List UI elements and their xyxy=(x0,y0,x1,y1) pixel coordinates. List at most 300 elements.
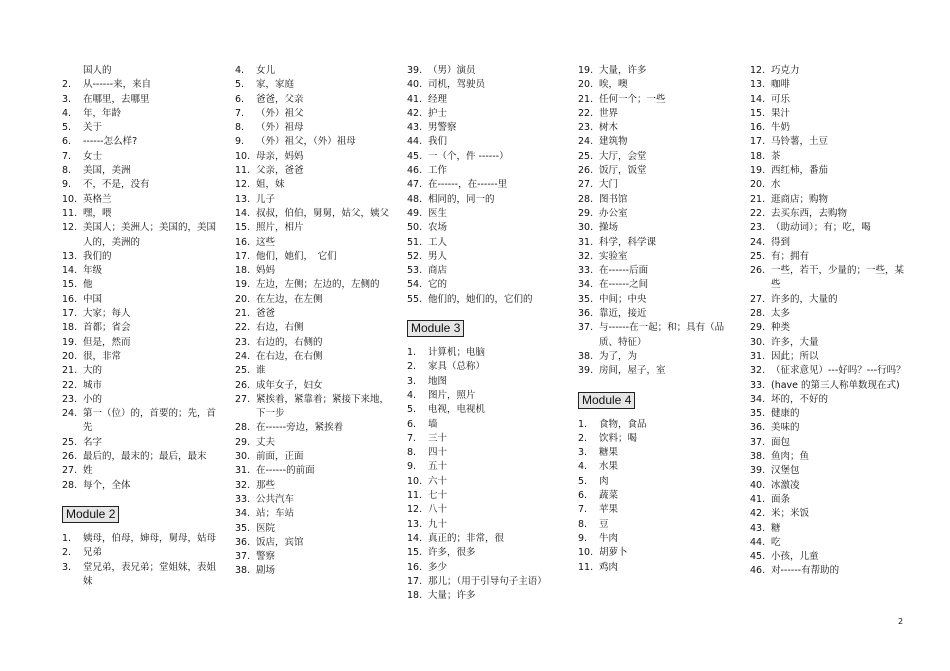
item-number: 8. xyxy=(407,447,417,459)
item-text: 从------来，来自 xyxy=(83,79,152,91)
vocab-item xyxy=(750,250,910,264)
item-text: 英格兰 xyxy=(83,193,112,205)
item-number: 28. xyxy=(62,479,78,491)
item-number: 36. xyxy=(750,422,766,434)
item-text: 护士 xyxy=(428,107,448,119)
item-text: 马铃薯，土豆 xyxy=(771,136,829,148)
vocab-item xyxy=(235,193,390,207)
item-text: 在------之间 xyxy=(599,279,649,291)
vocab-item xyxy=(750,164,910,178)
item-number: 25. xyxy=(750,250,766,262)
vocab-item xyxy=(578,503,736,517)
item-number: 26. xyxy=(750,265,766,277)
item-text: 办公室 xyxy=(599,207,628,219)
item-number: 12. xyxy=(750,65,766,76)
vocab-item xyxy=(750,379,910,393)
item-number: 1. xyxy=(578,418,588,430)
item-text: 名字 xyxy=(83,436,103,448)
item-text: 男人 xyxy=(428,250,448,262)
item-text: 九十 xyxy=(428,518,448,530)
item-number: 47. xyxy=(407,179,423,191)
vocab-item xyxy=(578,475,736,489)
item-number: 24. xyxy=(578,136,594,148)
vocab-item xyxy=(62,221,218,250)
item-text: 大的 xyxy=(83,365,103,377)
vocab-item xyxy=(750,421,910,435)
item-text: 中间；中央 xyxy=(599,293,647,305)
item-number: 28. xyxy=(578,193,594,205)
item-number: 27. xyxy=(62,465,78,477)
item-number: 17. xyxy=(235,250,251,262)
vocab-item xyxy=(750,550,910,564)
item-text: 为了，为 xyxy=(599,350,638,362)
vocab-item xyxy=(578,518,736,532)
item-text: 姐，妹 xyxy=(256,179,285,191)
page-number: 2 xyxy=(898,617,904,626)
vocab-item xyxy=(62,64,218,78)
item-text: （外）祖父，（外）祖母 xyxy=(256,136,356,148)
item-text: 许多，很多 xyxy=(428,547,476,559)
item-text: 图片，照片 xyxy=(428,389,476,401)
item-text: 丈夫 xyxy=(256,436,276,448)
item-text: 冰激凌 xyxy=(771,479,800,491)
item-number: 41. xyxy=(407,93,423,105)
item-text: 地图 xyxy=(428,375,448,387)
item-text: 但是，然而 xyxy=(83,336,131,348)
vocab-item xyxy=(235,379,390,393)
item-text: 牛肉 xyxy=(599,532,619,544)
item-text: 儿子 xyxy=(256,193,276,205)
item-text: 这些 xyxy=(256,236,276,248)
vocab-item xyxy=(750,321,910,335)
item-text: 果汁 xyxy=(771,107,791,119)
item-number: 41. xyxy=(750,493,766,505)
item-number: 39. xyxy=(407,65,423,76)
item-text: 真正的；非常，很 xyxy=(428,532,505,544)
item-text: 逛商店；购物 xyxy=(771,193,829,205)
item-text: 他们，她们， 它们 xyxy=(256,250,337,262)
item-text: 太多 xyxy=(771,308,791,320)
item-text: 我们的 xyxy=(83,250,112,262)
vocab-item xyxy=(62,135,218,149)
item-text: 照片，相片 xyxy=(256,222,304,234)
item-number: 20. xyxy=(62,350,78,362)
item-number: 31. xyxy=(578,236,594,248)
vocab-item xyxy=(407,93,565,107)
vocab-item xyxy=(750,207,910,221)
item-number: 38. xyxy=(578,350,594,362)
item-text: 图书馆 xyxy=(599,193,628,205)
item-number: 55. xyxy=(407,293,423,305)
item-number: 43. xyxy=(407,122,423,134)
vocab-item xyxy=(62,364,218,378)
item-text: 在------后面 xyxy=(599,265,649,277)
vocab-item xyxy=(407,207,565,221)
item-number: 44. xyxy=(750,536,766,548)
vocab-item xyxy=(62,546,218,560)
item-number: 25. xyxy=(62,436,78,448)
item-text: 七十 xyxy=(428,490,448,502)
item-text: 在右边，在右侧 xyxy=(256,350,323,362)
item-number: 13. xyxy=(235,193,251,205)
item-number: 14. xyxy=(407,532,423,544)
vocab-item xyxy=(407,432,565,446)
item-text: 兄弟 xyxy=(83,547,103,559)
item-text: 吃 xyxy=(771,536,781,548)
vocab-item xyxy=(62,293,218,307)
item-text: 房间，屋子，室 xyxy=(599,365,666,377)
item-number: 34. xyxy=(235,508,251,520)
vocab-item xyxy=(750,221,910,235)
vocab-item xyxy=(407,518,565,532)
vocab-item xyxy=(407,293,565,307)
item-number: 18. xyxy=(407,590,423,602)
vocab-item xyxy=(578,264,736,278)
vocab-item xyxy=(235,479,390,493)
item-number: 4. xyxy=(62,107,72,119)
vocab-item xyxy=(578,561,736,575)
item-text: 饮料；喝 xyxy=(599,432,638,444)
vocab-item xyxy=(62,407,218,436)
item-text: 茶 xyxy=(771,150,781,162)
item-number: 39. xyxy=(750,465,766,477)
vocab-item xyxy=(578,489,736,503)
vocab-item xyxy=(578,178,736,192)
vocab-item xyxy=(407,78,565,92)
vocab-item xyxy=(750,178,910,192)
item-text: 左边，左侧；左边的，左侧的 xyxy=(256,279,380,291)
vocab-item xyxy=(235,178,390,192)
vocab-item xyxy=(235,307,390,321)
item-number: 5. xyxy=(407,404,417,416)
vocab-item xyxy=(578,236,736,250)
vocab-item xyxy=(407,475,565,489)
item-text: 饭店，宾馆 xyxy=(256,536,304,548)
vocab-item xyxy=(407,107,565,121)
vocab-item xyxy=(62,178,218,192)
item-number: 13. xyxy=(750,79,766,91)
vocab-item xyxy=(578,432,736,446)
item-number: 10. xyxy=(235,150,251,162)
item-number: 17. xyxy=(62,308,78,320)
item-text: 工人 xyxy=(428,236,448,248)
item-number: 51. xyxy=(407,236,423,248)
item-text: 水 xyxy=(771,179,781,191)
item-text: 右边的，右侧的 xyxy=(256,336,323,348)
vocab-column-3 xyxy=(407,64,565,603)
item-number: 18. xyxy=(62,322,78,334)
item-text: 首都；省会 xyxy=(83,322,131,334)
item-number: 4. xyxy=(407,389,417,401)
item-number: 6. xyxy=(62,136,72,148)
vocab-item xyxy=(62,393,218,407)
item-number: 15. xyxy=(407,547,423,559)
vocab-item xyxy=(578,307,736,321)
item-text: 城市 xyxy=(83,379,103,391)
item-text: 有；拥有 xyxy=(771,250,810,262)
item-text: 成年女子，妇女 xyxy=(256,379,323,391)
item-text: 蔬菜 xyxy=(599,490,619,502)
item-number: 4. xyxy=(578,461,588,473)
item-number: 3. xyxy=(62,93,72,105)
vocab-item xyxy=(578,446,736,460)
item-number: 32. xyxy=(578,250,594,262)
item-number: 20. xyxy=(235,293,251,305)
item-text: 建筑物 xyxy=(599,136,628,148)
item-number: 18. xyxy=(235,265,251,277)
item-number: 7. xyxy=(578,504,588,516)
item-number: 48. xyxy=(407,193,423,205)
vocab-item xyxy=(407,561,565,575)
item-text: 糖 xyxy=(771,522,781,534)
item-text: 叔叔，伯伯，舅舅，姑父，姨父 xyxy=(256,207,390,219)
vocab-item xyxy=(578,250,736,264)
vocab-item xyxy=(578,193,736,207)
item-number: 1. xyxy=(62,532,72,544)
item-number: 21. xyxy=(750,193,766,205)
item-text: 可乐 xyxy=(771,93,791,105)
vocab-item xyxy=(407,389,565,403)
item-text: 咖啡 xyxy=(771,79,791,91)
item-text: 八十 xyxy=(428,504,448,516)
vocab-item xyxy=(235,107,390,121)
item-number: 2. xyxy=(407,361,417,373)
vocab-item xyxy=(235,250,390,264)
item-number: 32. xyxy=(235,479,251,491)
vocab-item xyxy=(407,575,565,589)
vocab-item xyxy=(750,536,910,550)
item-text: 大量；许多 xyxy=(428,590,476,602)
vocab-item xyxy=(407,589,565,603)
item-text: 美味的 xyxy=(771,422,800,434)
vocab-item xyxy=(578,207,736,221)
item-text: 公共汽车 xyxy=(256,493,295,505)
item-text: 一（个，件 ------） xyxy=(428,150,509,162)
item-number: 16. xyxy=(62,293,78,305)
vocab-item xyxy=(235,536,390,550)
item-number: 17. xyxy=(407,575,423,587)
item-text: 经理 xyxy=(428,93,448,105)
item-number: 22. xyxy=(578,107,594,119)
item-number: 16. xyxy=(407,561,423,573)
item-number: 3. xyxy=(407,375,417,387)
vocab-item xyxy=(578,93,736,107)
vocab-item xyxy=(235,207,390,221)
item-number: 49. xyxy=(407,207,423,219)
vocab-item xyxy=(407,489,565,503)
item-number: 39. xyxy=(578,365,594,377)
vocab-item xyxy=(750,307,910,321)
item-text: 关于 xyxy=(83,122,103,134)
vocab-item xyxy=(407,546,565,560)
item-number: 31. xyxy=(750,350,766,362)
item-text: 第一（位）的，首要的；先，首先 xyxy=(83,408,217,434)
item-text: 农场 xyxy=(428,222,448,234)
vocab-item xyxy=(750,493,910,507)
vocab-item xyxy=(407,164,565,178)
item-number: 2. xyxy=(578,432,588,444)
item-number: 16. xyxy=(235,236,251,248)
item-text: （外）祖父 xyxy=(256,107,304,119)
item-number: 42. xyxy=(750,508,766,520)
item-number: 4. xyxy=(235,65,245,76)
item-text: 右边，右侧 xyxy=(256,322,304,334)
item-number: 9. xyxy=(235,136,245,148)
vocab-item xyxy=(750,364,910,378)
item-text: 谁 xyxy=(256,365,266,377)
vocab-item xyxy=(578,150,736,164)
item-number: 21. xyxy=(578,93,594,105)
item-number: 10. xyxy=(407,475,423,487)
vocab-item xyxy=(407,418,565,432)
item-text: （男）演员 xyxy=(428,65,476,76)
item-number: 3. xyxy=(578,447,588,459)
item-text: 树木 xyxy=(599,122,619,134)
item-number: 11. xyxy=(62,207,78,219)
item-text: 年级 xyxy=(83,265,103,277)
item-text: 中国 xyxy=(83,293,103,305)
item-text: 鸡肉 xyxy=(599,561,619,573)
item-number: 16. xyxy=(750,122,766,134)
item-number: 14. xyxy=(235,207,251,219)
item-text: 那些 xyxy=(256,479,276,491)
vocab-item xyxy=(750,293,910,307)
item-number: 31. xyxy=(235,465,251,477)
vocab-item xyxy=(407,264,565,278)
vocab-item xyxy=(578,546,736,560)
vocab-item xyxy=(578,532,736,546)
item-number: 10. xyxy=(578,547,594,559)
vocab-item xyxy=(750,522,910,536)
item-text: 健康的 xyxy=(771,408,800,420)
vocab-item xyxy=(407,64,565,78)
item-number: 29. xyxy=(750,322,766,334)
item-number: 9. xyxy=(62,179,72,191)
item-number: 23. xyxy=(235,336,251,348)
item-number: 44. xyxy=(407,136,423,148)
item-number: 42. xyxy=(407,107,423,119)
item-text: 他们的，她们的，它们的 xyxy=(428,293,533,305)
item-number: 1. xyxy=(407,347,417,359)
item-number: 26. xyxy=(235,379,251,391)
item-number: 13. xyxy=(407,518,423,530)
item-text: 女士 xyxy=(83,150,103,162)
item-number: 21. xyxy=(235,308,251,320)
item-text: 在------，在------里 xyxy=(428,179,508,191)
vocab-item xyxy=(750,479,910,493)
vocab-item xyxy=(750,393,910,407)
item-number: 15. xyxy=(235,222,251,234)
item-text: 米；米饭 xyxy=(771,508,810,520)
item-text: （助动词）；有；吃，喝 xyxy=(771,222,871,234)
item-number: 7. xyxy=(407,432,417,444)
item-number: 22. xyxy=(750,207,766,219)
module-heading: Module 3 xyxy=(407,320,464,337)
item-number: 37. xyxy=(750,436,766,448)
item-text: 一些，若干，少量的；一些，某些 xyxy=(771,265,905,291)
item-text: 操场 xyxy=(599,222,619,234)
vocab-item xyxy=(407,250,565,264)
vocab-item xyxy=(235,278,390,292)
item-number: 35. xyxy=(750,408,766,420)
item-text: 姓 xyxy=(83,465,93,477)
item-number: 33. xyxy=(578,265,594,277)
item-number: 12. xyxy=(235,179,251,191)
item-text: 家具（总称） xyxy=(428,361,486,373)
vocab-item xyxy=(235,264,390,278)
vocab-item xyxy=(750,135,910,149)
item-number: 20. xyxy=(750,179,766,191)
vocab-item xyxy=(62,264,218,278)
item-text: 在------的前面 xyxy=(256,465,315,477)
vocab-item xyxy=(750,436,910,450)
vocab-item xyxy=(750,264,910,293)
item-text: 五十 xyxy=(428,461,448,473)
item-number: 20. xyxy=(578,79,594,91)
vocab-item xyxy=(235,550,390,564)
item-text: 司机，驾驶员 xyxy=(428,79,486,91)
vocab-item xyxy=(407,236,565,250)
item-text: 饭厅，饭堂 xyxy=(599,165,647,177)
item-number: 30. xyxy=(578,222,594,234)
item-number: 10. xyxy=(62,193,78,205)
vocab-item xyxy=(750,450,910,464)
vocab-item xyxy=(750,64,910,78)
item-number: 2. xyxy=(62,79,72,91)
item-number: 33. xyxy=(750,379,766,391)
vocab-item xyxy=(235,493,390,507)
item-text: 许多的，大量的 xyxy=(771,293,838,305)
item-text: 任何一个；一些 xyxy=(599,93,666,105)
item-text: 电视，电视机 xyxy=(428,404,486,416)
item-text: 靠近，接近 xyxy=(599,308,647,320)
item-text: 父亲，爸爸 xyxy=(256,165,304,177)
item-number: 30. xyxy=(235,451,251,463)
item-number: 37. xyxy=(578,322,594,334)
item-number: 6. xyxy=(235,93,245,105)
vocab-item xyxy=(62,278,218,292)
vocab-item xyxy=(235,364,390,378)
vocab-item xyxy=(407,503,565,517)
item-number: 5. xyxy=(62,122,72,134)
vocab-item xyxy=(235,464,390,478)
item-text: 水果 xyxy=(599,461,619,473)
item-text: 大量，许多 xyxy=(599,65,647,76)
item-text: 商店 xyxy=(428,265,448,277)
item-number: 8. xyxy=(62,165,72,177)
item-number: 32. xyxy=(750,365,766,377)
item-text: 许多，大量 xyxy=(771,336,819,348)
item-number: 35. xyxy=(235,522,251,534)
vocab-item xyxy=(407,360,565,374)
item-text: 大门 xyxy=(599,179,619,191)
item-number: 53. xyxy=(407,265,423,277)
item-text: 小的 xyxy=(83,393,103,405)
item-text: ------怎么样? xyxy=(83,136,138,148)
vocab-column-1 xyxy=(62,64,218,589)
item-text: 世界 xyxy=(599,107,619,119)
item-text: 大家；每人 xyxy=(83,308,131,320)
item-number: 38. xyxy=(235,565,251,577)
item-text: 与------在一起；和；具有（品质、特征） xyxy=(599,322,725,348)
item-text: 爸爸 xyxy=(256,308,276,320)
item-number: 54. xyxy=(407,279,423,291)
item-number: 28. xyxy=(750,308,766,320)
item-text: 他 xyxy=(83,279,93,291)
item-number: 50. xyxy=(407,222,423,234)
item-text: 很，非常 xyxy=(83,350,122,362)
item-number: 34. xyxy=(750,393,766,405)
